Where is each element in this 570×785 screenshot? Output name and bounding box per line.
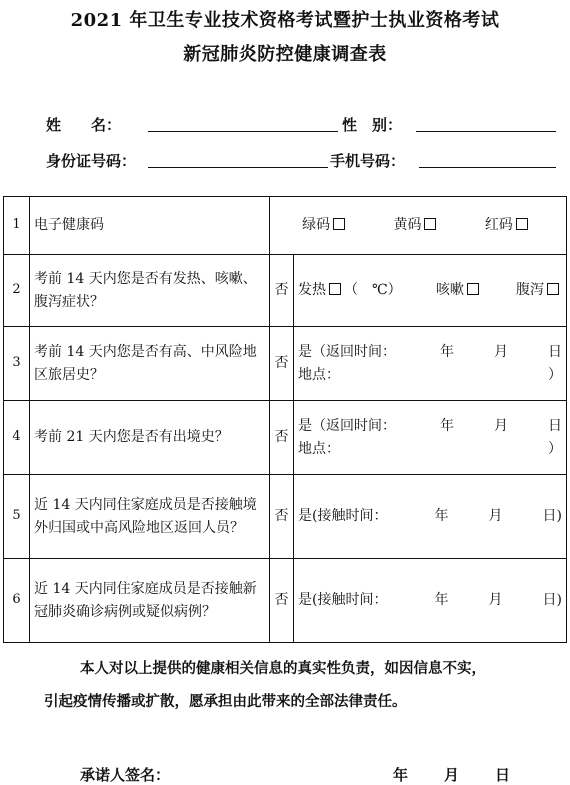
phone-label: 手机号码： bbox=[330, 152, 406, 170]
question-symptoms: 考前 14 天内您是否有发热、咳嗽、腹泻症状？ bbox=[30, 255, 270, 327]
question-overseas-travel: 考前 21 天内您是否有出境史？ bbox=[30, 401, 270, 475]
question-health-code: 电子健康码 bbox=[30, 197, 270, 255]
question-family-contact-cases: 近 14 天内同住家庭成员是否接触新冠肺炎确诊病例或疑似病例？ bbox=[30, 559, 270, 643]
yellow-code-checkbox[interactable] bbox=[424, 218, 436, 230]
id-number-field[interactable] bbox=[148, 167, 328, 168]
row-number: 1 bbox=[4, 197, 30, 255]
row-number: 4 bbox=[4, 401, 30, 475]
question-risk-area: 考前 14 天内您是否有高、中风险地区旅居史？ bbox=[30, 327, 270, 401]
question-family-contact-returnees: 近 14 天内同住家庭成员是否接触境外归国或中高风险地区返回人员？ bbox=[30, 475, 270, 559]
gender-field[interactable] bbox=[416, 131, 556, 132]
table-row bbox=[4, 197, 567, 255]
temperature-input[interactable]: （ ℃） bbox=[344, 282, 402, 299]
signature-year: 年 bbox=[393, 766, 409, 784]
table-row bbox=[4, 401, 567, 475]
option-green-code[interactable]: 绿码 bbox=[302, 214, 345, 236]
answer-no[interactable]: 否 bbox=[270, 327, 294, 401]
form-title: 2021 年卫生专业技术资格考试暨护士执业资格考试 bbox=[70, 10, 500, 31]
pledge-text-line2: 引起疫情传播或扩散，愿承担由此带来的全部法律责任。 bbox=[44, 693, 407, 710]
answer-no[interactable]: 否 bbox=[270, 401, 294, 475]
row-number: 2 bbox=[4, 255, 30, 327]
row-number: 3 bbox=[4, 327, 30, 401]
signature-field[interactable] bbox=[182, 764, 372, 782]
row-number: 6 bbox=[4, 559, 30, 643]
signature-day: 日 bbox=[495, 766, 511, 784]
signature-month: 月 bbox=[444, 766, 460, 784]
health-survey-table bbox=[3, 196, 567, 643]
family-contact-cases-detail[interactable]: 是(接触时间： 年 月 日) bbox=[294, 559, 567, 643]
risk-area-detail[interactable]: 是（返回时间： 年 月 日 地点： ） bbox=[294, 327, 567, 401]
phone-field[interactable] bbox=[419, 167, 556, 168]
id-number-label: 身份证号码： bbox=[46, 152, 137, 170]
answer-no[interactable]: 否 bbox=[270, 255, 294, 327]
form-subtitle: 新冠肺炎防控健康调查表 bbox=[183, 44, 387, 65]
red-code-checkbox[interactable] bbox=[516, 218, 528, 230]
table-row bbox=[4, 559, 567, 643]
option-yellow-code[interactable]: 黄码 bbox=[393, 214, 436, 236]
answer-no[interactable]: 否 bbox=[270, 475, 294, 559]
name-field[interactable] bbox=[148, 131, 338, 132]
family-contact-returnees-detail[interactable]: 是(接触时间： 年 月 日) bbox=[294, 475, 567, 559]
diarrhea-checkbox[interactable] bbox=[547, 283, 559, 295]
option-red-code[interactable]: 红码 bbox=[485, 214, 528, 236]
table-row bbox=[4, 327, 567, 401]
overseas-travel-detail[interactable]: 是（返回时间： 年 月 日 地点： ） bbox=[294, 401, 567, 475]
row-number: 5 bbox=[4, 475, 30, 559]
fever-checkbox[interactable] bbox=[329, 283, 341, 295]
health-code-options bbox=[270, 197, 567, 255]
pledge-text-line1: 本人对以上提供的健康相关信息的真实性负责，如因信息不实， bbox=[80, 660, 486, 677]
green-code-checkbox[interactable] bbox=[333, 218, 345, 230]
table-row bbox=[4, 475, 567, 559]
table-row bbox=[4, 255, 567, 327]
symptom-options: 发热 （ ℃） 咳嗽 腹泻 bbox=[294, 255, 567, 327]
signature-label: 承诺人签名： bbox=[80, 766, 171, 784]
gender-label: 性 别： bbox=[342, 116, 403, 134]
name-label: 姓 名： bbox=[46, 116, 122, 134]
answer-no[interactable]: 否 bbox=[270, 559, 294, 643]
cough-checkbox[interactable] bbox=[467, 283, 479, 295]
